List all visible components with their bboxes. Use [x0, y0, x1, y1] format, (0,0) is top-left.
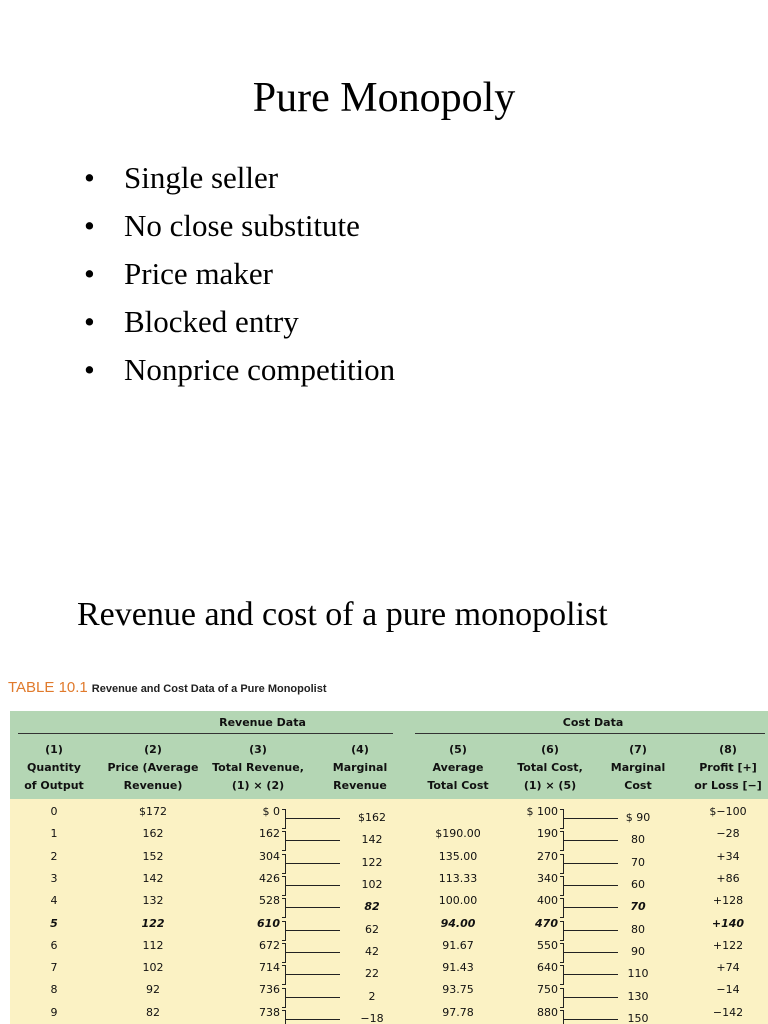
mr-connector-line: [286, 863, 340, 864]
mc-connector-line: [564, 840, 618, 841]
bullet-dot: •: [84, 208, 95, 243]
revenue-group-rule: [18, 733, 393, 734]
tr-bracket: [282, 943, 286, 963]
bullet-dot: •: [84, 304, 95, 339]
column-header-line: (8): [719, 743, 737, 756]
tc-bracket: [560, 1010, 564, 1024]
quantity-cell: 1: [50, 827, 58, 841]
average-total-cost-cell: 91.67: [442, 938, 474, 952]
marginal-revenue-cell: 2: [368, 989, 376, 1003]
bullet-text: Blocked entry: [124, 304, 299, 339]
total-revenue-cell: 714: [259, 961, 280, 975]
column-header-line: (2): [144, 743, 162, 756]
total-revenue-cell: 738: [259, 1005, 280, 1019]
column-header: [598, 741, 678, 795]
revenue-group-label: Revenue Data: [219, 716, 306, 729]
total-revenue-cell: 304: [259, 849, 280, 863]
price-cell: 132: [142, 894, 164, 908]
profit-cell: −28: [716, 827, 740, 841]
bullet-dot: •: [84, 160, 95, 195]
column-header: [98, 741, 208, 795]
column-header-line: Revenue): [123, 779, 183, 792]
tr-bracket: [282, 831, 286, 851]
column-header: [683, 741, 768, 795]
quantity-cell: 5: [50, 916, 58, 930]
tc-bracket: [560, 809, 564, 829]
column-header-line: Average: [432, 761, 484, 774]
quantity-cell: 7: [50, 961, 58, 975]
marginal-cost-cell: 90: [631, 944, 645, 958]
section-subtitle: Revenue and cost of a pure monopolist: [77, 596, 608, 633]
column-header-line: of Output: [24, 779, 84, 792]
tr-bracket: [282, 988, 286, 1008]
marginal-cost-cell: 80: [631, 833, 645, 847]
column-header-line: or Loss [−]: [694, 779, 762, 792]
marginal-revenue-cell: $162: [358, 811, 386, 825]
profit-cell: +34: [716, 849, 740, 863]
column-header-line: (1) × (2): [231, 779, 285, 792]
table-header: [10, 711, 768, 799]
column-header-line: Revenue: [333, 779, 387, 792]
marginal-cost-cell: 110: [627, 967, 649, 981]
total-revenue-cell: 672: [259, 938, 280, 952]
column-header-line: (6): [541, 743, 559, 756]
marginal-revenue-cell: 82: [364, 900, 380, 914]
column-header: [320, 741, 400, 795]
total-cost-cell: 340: [537, 871, 558, 885]
column-header-line: Total Cost,: [517, 761, 583, 774]
column-header-line: Total Revenue,: [212, 761, 304, 774]
mc-connector-line: [564, 863, 618, 864]
column-header: [505, 741, 595, 795]
profit-cell: +128: [712, 894, 744, 908]
table-number: TABLE 10.1: [8, 679, 88, 696]
average-total-cost-cell: 94.00: [440, 916, 476, 930]
total-cost-cell: 400: [537, 894, 558, 908]
total-cost-cell: 750: [537, 983, 558, 997]
bullet-text: Price maker: [124, 256, 273, 291]
mc-connector-line: [564, 885, 618, 886]
quantity-cell: 2: [50, 849, 58, 863]
bullet-dot: •: [84, 256, 95, 291]
total-cost-cell: 640: [537, 961, 558, 975]
price-cell: 102: [142, 961, 164, 975]
quantity-cell: 9: [50, 1005, 58, 1019]
price-cell: 162: [142, 827, 164, 841]
total-revenue-cell: 162: [259, 827, 280, 841]
tc-bracket: [560, 831, 564, 851]
bullet-text: Nonprice competition: [124, 352, 396, 387]
column-header-line: Total Cost: [427, 779, 489, 792]
tr-bracket: [282, 809, 286, 829]
mr-connector-line: [286, 974, 340, 975]
mc-connector-line: [564, 974, 618, 975]
profit-cell: $−100: [709, 805, 747, 818]
tr-bracket: [282, 898, 286, 918]
column-header-line: Price (Average: [107, 761, 199, 774]
price-cell: $172: [139, 805, 167, 818]
total-revenue-cell: 736: [259, 983, 280, 997]
average-total-cost-cell: 93.75: [442, 983, 474, 997]
profit-cell: −142: [712, 1005, 744, 1019]
marginal-revenue-cell: −18: [360, 1011, 384, 1024]
tc-bracket: [560, 988, 564, 1008]
tc-bracket: [560, 965, 564, 985]
mr-connector-line: [286, 907, 340, 908]
tc-bracket: [560, 921, 564, 941]
marginal-revenue-cell: 122: [361, 855, 383, 869]
bullet-text: No close substitute: [124, 208, 360, 243]
bullet-item: [84, 206, 395, 254]
table-caption: [8, 679, 326, 697]
column-header-line: Profit [+]: [699, 761, 757, 774]
profit-cell: −14: [716, 983, 740, 997]
average-total-cost-cell: $190.00: [435, 827, 481, 841]
mc-connector-line: [564, 952, 618, 953]
tr-bracket: [282, 965, 286, 985]
total-cost-cell: 190: [537, 827, 558, 841]
bullet-item: [84, 350, 395, 398]
mr-connector-line: [286, 885, 340, 886]
cost-group-rule: [415, 733, 765, 734]
price-cell: 92: [146, 983, 160, 997]
tc-bracket: [560, 876, 564, 896]
price-cell: 82: [146, 1005, 160, 1019]
cost-group-label: Cost Data: [562, 716, 624, 729]
total-cost-cell: 880: [537, 1005, 558, 1019]
tr-bracket: [282, 921, 286, 941]
column-header-line: Cost: [624, 779, 652, 792]
profit-cell: +140: [711, 916, 745, 930]
total-revenue-cell: 528: [259, 894, 280, 908]
column-header: [208, 741, 308, 795]
price-cell: 112: [142, 938, 164, 952]
quantity-cell: 8: [50, 983, 58, 997]
column-header-line: Marginal: [610, 761, 666, 774]
mr-connector-line: [286, 840, 340, 841]
bullet-item: [84, 302, 395, 350]
marginal-cost-cell: 130: [627, 989, 649, 1003]
mr-connector-line: [286, 818, 340, 819]
column-header-line: Marginal: [332, 761, 388, 774]
profit-cell: +74: [716, 961, 740, 975]
mr-connector-line: [286, 952, 340, 953]
marginal-cost-cell: $ 90: [625, 811, 651, 825]
column-header-line: (1): [45, 743, 63, 756]
price-cell: 152: [142, 849, 164, 863]
bullet-dot: •: [84, 352, 95, 387]
total-cost-cell: 270: [537, 849, 558, 863]
total-revenue-cell: 426: [259, 871, 280, 885]
marginal-cost-cell: 70: [630, 900, 646, 914]
column-header-line: Quantity: [27, 761, 81, 774]
column-header-line: (5): [449, 743, 467, 756]
profit-cell: +86: [716, 871, 740, 885]
mr-connector-line: [286, 997, 340, 998]
average-total-cost-cell: 113.33: [438, 871, 478, 885]
average-total-cost-cell: 97.78: [442, 1005, 474, 1019]
slide-title: Pure Monopoly: [252, 75, 516, 121]
bullet-list: [84, 158, 395, 398]
average-total-cost-cell: 100.00: [438, 894, 478, 908]
average-total-cost-cell: 135.00: [438, 849, 478, 863]
mr-connector-line: [286, 930, 340, 931]
marginal-revenue-cell: 102: [361, 878, 383, 892]
marginal-cost-cell: 150: [627, 1011, 649, 1024]
quantity-cell: 4: [50, 894, 58, 908]
marginal-revenue-cell: 62: [365, 922, 379, 936]
revenue-cost-table: [10, 711, 768, 1024]
tr-bracket: [282, 854, 286, 874]
column-header: [418, 741, 498, 795]
total-cost-cell: 470: [535, 916, 558, 930]
marginal-revenue-cell: 22: [365, 967, 379, 981]
bullet-text: Single seller: [124, 160, 279, 195]
bullet-item: [84, 254, 395, 302]
tc-bracket: [560, 943, 564, 963]
column-header-line: (4): [351, 743, 369, 756]
marginal-revenue-cell: 142: [361, 833, 383, 847]
mc-connector-line: [564, 1019, 618, 1020]
column-header-line: (7): [629, 743, 647, 756]
quantity-cell: 6: [50, 938, 58, 952]
profit-cell: +122: [712, 938, 744, 952]
bullet-item: [84, 158, 395, 206]
quantity-cell: 3: [50, 871, 58, 885]
total-cost-cell: 550: [537, 938, 558, 952]
table-body: [10, 799, 768, 1024]
total-revenue-cell: $ 0: [262, 805, 280, 818]
tc-bracket: [560, 854, 564, 874]
mc-connector-line: [564, 997, 618, 998]
tr-bracket: [282, 876, 286, 896]
marginal-cost-cell: 80: [631, 922, 645, 936]
column-header-line: (3): [249, 743, 267, 756]
tc-bracket: [560, 898, 564, 918]
quantity-cell: 0: [50, 805, 58, 818]
marginal-revenue-cell: 42: [365, 944, 379, 958]
total-cost-cell: $ 100: [526, 805, 558, 818]
column-header-line: (1) × (5): [523, 779, 577, 792]
mc-connector-line: [564, 818, 618, 819]
tr-bracket: [282, 1010, 286, 1024]
price-cell: 142: [142, 871, 164, 885]
mc-connector-line: [564, 907, 618, 908]
mr-connector-line: [286, 1019, 340, 1020]
marginal-cost-cell: 60: [631, 878, 645, 892]
marginal-cost-cell: 70: [631, 855, 645, 869]
price-cell: 122: [141, 916, 165, 930]
total-revenue-cell: 610: [257, 916, 280, 930]
table-title: Revenue and Cost Data of a Pure Monopolist: [91, 683, 327, 695]
mc-connector-line: [564, 930, 618, 931]
average-total-cost-cell: 91.43: [442, 961, 474, 975]
column-header: [14, 741, 94, 795]
